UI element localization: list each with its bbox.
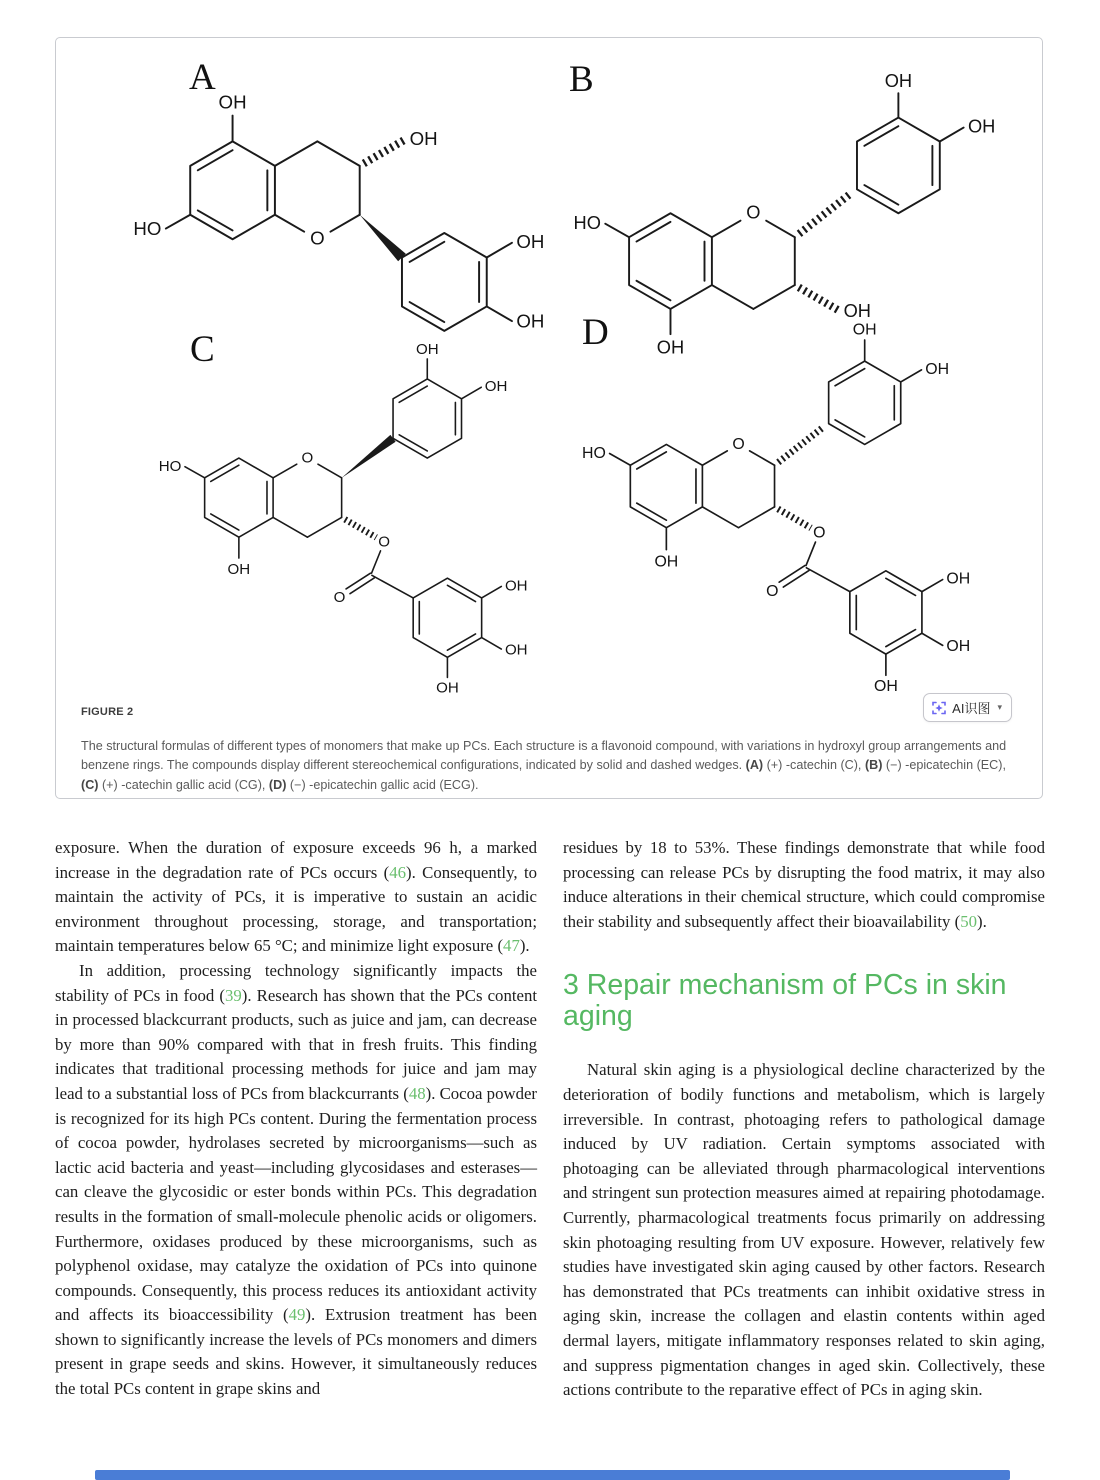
structure-a-atom-labels — [133, 91, 544, 331]
atom-label: OH — [409, 127, 438, 149]
reference-link[interactable]: 39 — [224, 985, 242, 1005]
figure-tag: FIGURE 2 — [81, 706, 134, 718]
atom-label: OH — [843, 299, 871, 321]
atom-label: HO — [133, 217, 162, 239]
ai-button-label: AI识图 — [952, 701, 991, 716]
structure-c-label: C — [190, 329, 215, 370]
text-segment: (D) — [268, 777, 287, 792]
text-segment: ). Extrusion treatment has been shown to significantly increase the levels of PCs monomers and dimers present in grape seeds and skins. However, it simultaneously reduces the total PCs content in grape skins and — [55, 1305, 537, 1399]
left-column — [55, 836, 537, 1403]
structure-c-bonds — [185, 359, 501, 678]
structure-a-label: A — [189, 57, 216, 98]
atom-label: OH — [504, 577, 528, 595]
text-segment: (+) -catechin (C), — [763, 758, 865, 773]
structure-d-drawing — [574, 318, 979, 698]
body-paragraph — [563, 1058, 1045, 1402]
atom-label: OH — [925, 361, 950, 379]
reference-link[interactable]: 47 — [503, 936, 520, 956]
atom-label: O — [766, 582, 779, 600]
atom-label: O — [813, 524, 826, 542]
atom-label: OH — [516, 310, 545, 332]
atom-label: OH — [504, 641, 528, 659]
text-segment: residues by 18 to 53%. These findings demonstrate that while food processing can release PCs by disrupting the food matrix, it may also induce alterations in their chemical structure, which could compromise their stability and subsequently affect their bioavailability ( — [563, 838, 1045, 931]
text-segment: ). Research has shown that the PCs content in processed blackcurrant products, such as juice and jam, can decrease by more than 90% compared with that in fresh fruits. This finding indicates that traditional processing methods for juice and jam may lead to a substantial loss of PCs from blackcurrants ( — [55, 985, 537, 1103]
atom-label: OH — [516, 231, 545, 253]
text-segment: (−) -epicatechin (EC), — [882, 758, 1006, 773]
structure-b-label: B — [569, 59, 594, 100]
structure-a-bonds — [166, 116, 512, 331]
atom-label: OH — [884, 70, 913, 92]
atom-label: O — [732, 435, 745, 453]
atom-label: HO — [158, 458, 182, 476]
body-paragraph — [563, 836, 1045, 934]
atom-label: O — [333, 588, 346, 606]
structure-b-atom-labels — [574, 70, 996, 357]
text-segment: ). Cocoa powder is recognized for its high PCs content. During the fermentation process of cocoa powder, hydrolases secreted by microorganisms—such as lactic acid bacteria and yeast—including glycosidases and esterases—can cleave the glycosidic or ester bonds within PCs. This degradation results in the formation of small-molecule phenolic acids or oligomers. Furthermore, oxidases produced by these microorganisms, such as polyphenol oxidase, may catalyze the oxidation of PCs into quinone compounds. Consequently, this process reduces its antioxidant activity and affects its bioaccessibility ( — [55, 1083, 538, 1325]
structure-a-drawing — [121, 88, 571, 346]
atom-label: OH — [852, 321, 877, 339]
atom-label: OH — [415, 340, 439, 358]
atom-label: O — [378, 533, 391, 551]
atom-label: OH — [484, 378, 508, 396]
reference-link[interactable]: 46 — [389, 862, 407, 882]
body-text-columns — [55, 836, 1045, 1403]
figure-2-panel — [55, 37, 1043, 799]
text-segment: (A) — [745, 758, 764, 773]
atom-label: OH — [227, 560, 251, 578]
text-segment: (−) -epicatechin gallic acid (ECG). — [286, 777, 479, 792]
bottom-progress-bar[interactable] — [95, 1470, 1010, 1480]
text-segment: exposure. When the duration of exposure exceeds 96 h, a marked increase in the degradation rate of PCs occurs ( — [55, 838, 537, 882]
reference-link[interactable]: 48 — [408, 1083, 426, 1103]
atom-label: HO — [573, 211, 601, 233]
ai-scan-icon — [932, 701, 946, 715]
structure-b-bonds — [605, 93, 963, 334]
atom-label: OH — [436, 679, 459, 697]
text-segment: (C) — [81, 777, 99, 792]
text-segment: (+) -catechin gallic acid (CG), — [98, 777, 269, 792]
structure-c-drawing — [151, 338, 536, 699]
chevron-down-icon: ▾ — [997, 702, 1002, 712]
atom-label: HO — [581, 445, 606, 463]
text-segment: ). Consequently, to maintain the activity of PCs, it is imperative to sustain an acidic environment throughout processing, storage, and transportation; maintain temperatures below 65 °C; and minimize light exposure ( — [55, 862, 537, 956]
atom-label: OH — [873, 678, 898, 696]
reference-link[interactable]: 50 — [960, 911, 977, 931]
text-segment: Natural skin aging is a physiological decline characterized by the deterioration of bodily functions and metabolism, which is largely irreversible. In contrast, photoaging refers to pathological damage induced by UV radiation. Certain symptoms associated with photoaging can be alleviated through pharmacological interventions and stringent sun protection measures aimed at repairing photodamage. Currently, pharmacological treatments focus primarily on addressing skin photoaging resulting from UV exposure. However, relatively few studies have investigated skin aging caused by other factors. Research has demonstrated that PCs treatments can inhibit oxidative stress in aging skin, increase the collagen and elastin contents within aged dermal layers, mitigate inflammatory responses related to skin aging, and suppress pigmentation changes in aged skin. Collectively, these actions contribute to the reparative effect of PCs in aging skin. — [563, 1060, 1045, 1400]
section-heading: 3 Repair mechanism of PCs in skin aging — [563, 969, 1007, 1033]
text-segment: ). — [519, 936, 530, 956]
ai-image-recognition-button[interactable] — [923, 693, 1012, 722]
text-segment: In addition, processing technology significantly impacts the stability of PCs in food ( — [55, 960, 537, 1005]
text-segment: The structural formulas of different types of monomers that make up PCs. Each structure is a flavonoid compound, with variations in hydroxyl group arrangements and benzene rings. The compounds display different stereochemical configurations, indicated by solid and dashed wedges. — [81, 738, 1007, 773]
atom-label: OH — [654, 553, 679, 571]
text-segment: (B) — [864, 758, 883, 773]
atom-label: OH — [946, 570, 971, 588]
atom-label: OH — [967, 115, 996, 137]
body-paragraph — [55, 959, 537, 1402]
atom-label: OH — [656, 336, 685, 358]
figure-caption — [81, 737, 1019, 796]
structure-d-label: D — [582, 312, 609, 353]
atom-label: O — [301, 449, 314, 467]
atom-label: O — [310, 227, 325, 249]
text-segment: ). — [976, 911, 987, 931]
reference-link[interactable]: 49 — [288, 1305, 306, 1325]
atom-label: O — [746, 201, 761, 223]
atom-label: OH — [946, 638, 971, 656]
body-paragraph — [55, 836, 537, 959]
structure-d-bonds — [610, 340, 943, 675]
atom-label: OH — [218, 91, 247, 113]
right-column — [563, 836, 1045, 1403]
